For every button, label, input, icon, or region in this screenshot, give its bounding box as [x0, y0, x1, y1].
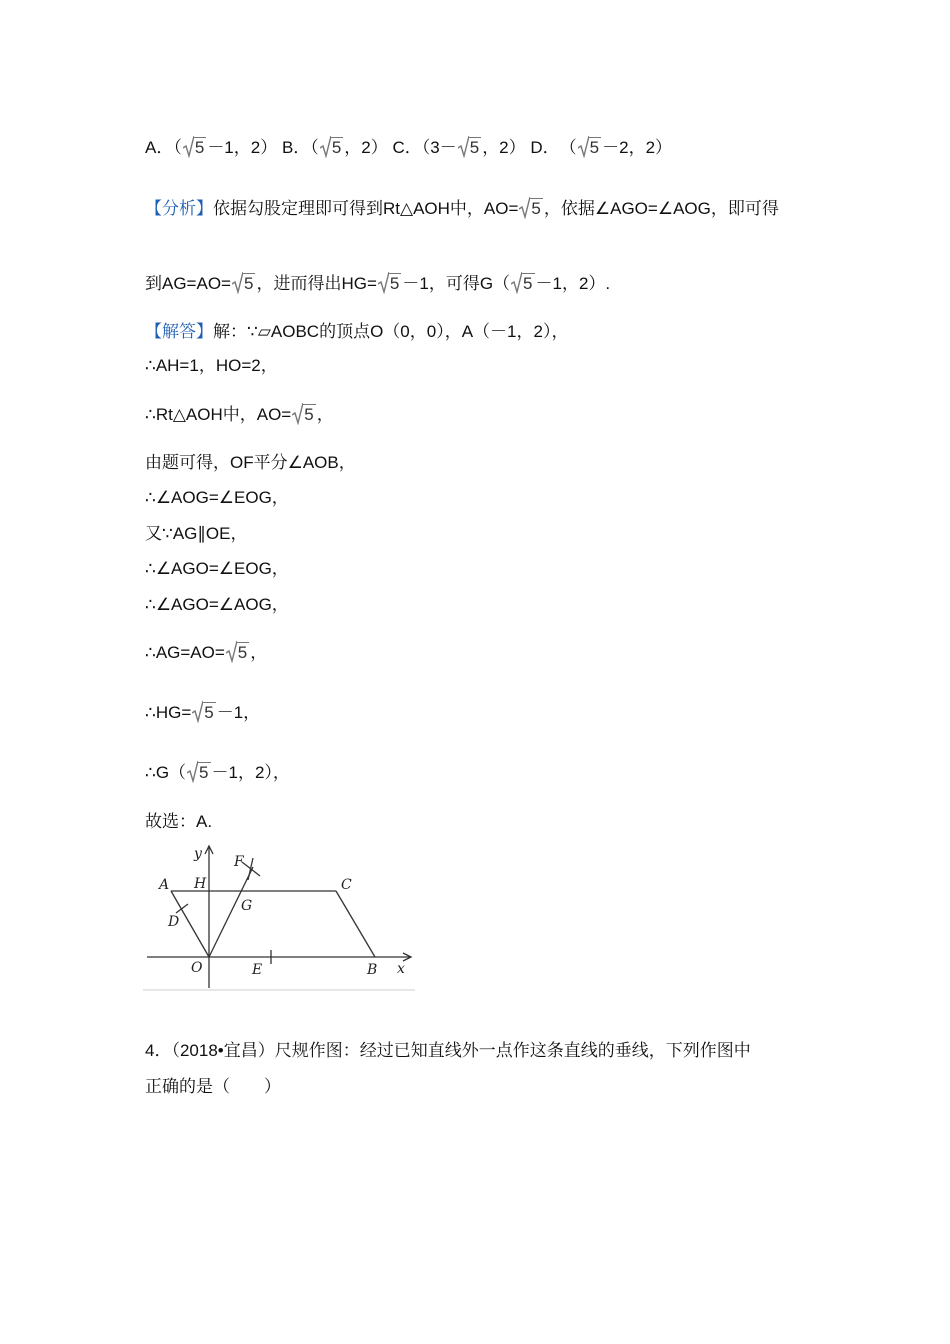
label-E: E: [252, 962, 263, 978]
solution-line-10: ∴HG= 5 －1，: [145, 701, 260, 725]
sqrt-5: 5: [519, 197, 542, 221]
radical-sign-icon: [320, 134, 331, 158]
label-C: C: [341, 877, 352, 893]
label-G: G: [241, 898, 253, 914]
radical-sign-icon: [187, 759, 198, 783]
question-4-line-1: 4．（2018•宜昌）尺规作图：经过已知直线外一点作这条直线的垂线，下列作图中: [145, 1041, 751, 1060]
analysis-line-1: 【分析】依据勾股定理即可得到Rt△AOH中，AO= 5 ，依据∠AGO=∠AOG，即可得: [145, 197, 779, 221]
sqrt-5: 5: [320, 136, 343, 160]
arc-mark-D: [176, 904, 188, 913]
solution-line-7: ∴∠AGO=∠EOG，: [145, 559, 289, 578]
solution-line-4: 由题可得，OF平分∠AOB，: [145, 453, 356, 472]
answer-options: [145, 136, 672, 160]
label-O: O: [191, 960, 203, 976]
label-A: A: [159, 877, 170, 893]
label-F: F: [234, 854, 244, 870]
solution-line-12: 故选：A.: [145, 812, 213, 831]
solution-line-6: 又∵AG∥OE，: [145, 524, 248, 543]
segment-CB: [336, 891, 375, 957]
radical-sign-icon: [511, 270, 522, 294]
radical-sign-icon: [578, 134, 589, 158]
radical-sign-icon: [232, 270, 243, 294]
solution-line-8: ∴∠AGO=∠AOG，: [145, 595, 289, 614]
solution-line-3: ∴Rt△AOH中，AO= 5 ，: [145, 403, 334, 427]
sqrt-5: 5: [458, 136, 481, 160]
solution-line-9: ∴AG=AO= 5 ，: [145, 641, 267, 665]
solution-line-11: ∴G（ 5 －1，2），: [145, 761, 290, 785]
radical-sign-icon: [519, 195, 530, 219]
option-a-suffix: －1，2）: [207, 138, 278, 157]
analysis-line-2: 到AG=AO= 5 ，进而得出HG= 5 －1，可得G（ 5 －1，2）.: [145, 272, 610, 296]
sqrt-5: 5: [192, 701, 215, 725]
solution-line-5: ∴∠AOG=∠EOG，: [145, 488, 289, 507]
radical-sign-icon: [183, 134, 194, 158]
radical-sign-icon: [292, 401, 303, 425]
sqrt-5: 5: [183, 136, 206, 160]
label-B: B: [367, 962, 378, 978]
sqrt-5: 5: [226, 641, 249, 665]
solution-line-2: ∴AH=1，HO=2，: [145, 356, 278, 375]
sqrt-5: 5: [292, 403, 315, 427]
sqrt-5: 5: [578, 136, 601, 160]
label-D: D: [168, 914, 180, 930]
solution-line-1: 【解答】解：∵▱AOBC的顶点O（0，0），A（－1，2），: [145, 322, 569, 341]
radical-sign-icon: [226, 639, 237, 663]
option-b-suffix: ，2）: [344, 138, 388, 157]
solution-tag: 【解答】: [145, 322, 213, 341]
analysis-tag: 【分析】: [145, 199, 213, 218]
sqrt-5: 5: [232, 272, 255, 296]
sqrt-5: 5: [378, 272, 401, 296]
geometry-figure: [143, 840, 415, 992]
option-d-suffix: －2，2）: [602, 138, 673, 157]
label-y: y: [194, 846, 202, 862]
option-d-prefix: D． （: [530, 138, 577, 157]
option-c-prefix: C．（3－: [392, 138, 457, 157]
radical-sign-icon: [378, 270, 389, 294]
sqrt-5: 5: [511, 272, 534, 296]
label-H: H: [194, 876, 207, 892]
radical-sign-icon: [192, 699, 203, 723]
option-b-prefix: B．（: [281, 138, 319, 157]
option-c-suffix: ，2）: [482, 138, 526, 157]
radical-sign-icon: [458, 134, 469, 158]
sqrt-5: 5: [187, 761, 210, 785]
question-4-line-2: 正确的是（ ）: [145, 1077, 281, 1096]
label-x: x: [397, 961, 405, 977]
option-a-prefix: A．（: [145, 138, 182, 157]
